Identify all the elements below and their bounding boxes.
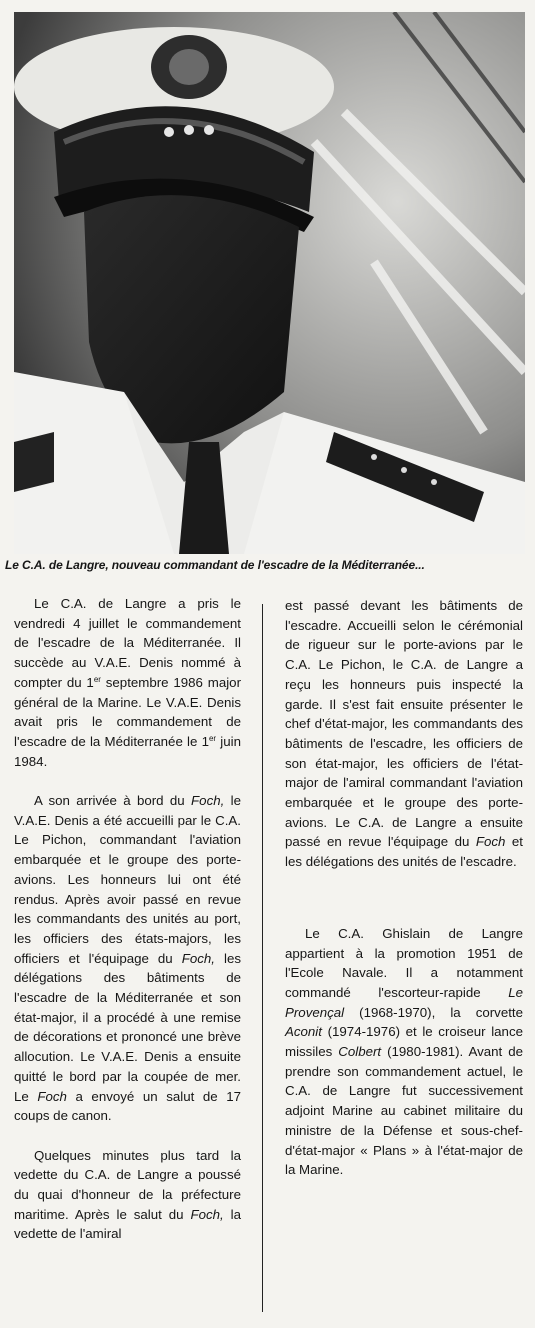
photo-illustration (14, 12, 525, 554)
paragraph-3: Quelques minutes plus tard la vedette du C.A. de Langre a poussé du quai d'honneur de la préfecture maritime. Après le salut du Foch, la vedette de l'amiral (14, 1147, 241, 1242)
paragraph-5: Le C.A. Ghislain de Langre appartient à la promotion 1951 de l'Ecole Navale. Il a notamment commandé l'escorteur-rapide Le Provençal (1968-1970), la corvette Aconit (1974-1976) et le croiseur lance missiles Colbert (1980-1981). Avant de prendre son commandement actuel, le C.A. de Langre fut successivement adjoint Marine au cabinet militaire du ministre de la Défense et sous-chef-d'état-major « Plans » à l'état-major de la Marine. (285, 925, 523, 1178)
article-left-column (14, 594, 241, 1244)
paragraph-1: Le C.A. de Langre a pris le vendredi 4 juillet le commandement de l'escadre de la Méditerranée. Il succède au V.A.E. Denis nommé à compter du 1er septembre 1986 major général de la Marine. Le V.A.E. Denis avait pris le commandement de l'escadre de la Méditerranée le 1er juin 1984. (14, 596, 241, 769)
paragraph-4: est passé devant les bâtiments de l'escadre. Accueilli selon le cérémonial de rigueur sur le porte-avions par le C.A. Le Pichon, le C.A. de Langre a reçu les honneurs puis inspecté la garde. Il s'est fait ensuite présenter le chef d'état-major, les commandants des bâtiments de l'escadre, les officiers de son état-major, les officiers de l'état-major de l'amiral commandant l'aviation embarquée et le groupe des porte-avions. Le C.A. de Langre a ensuite passé en revue l'équipage du Foch et les délégations des unités de l'escadre. (285, 598, 523, 870)
paragraph-2: A son arrivée à bord du Foch, le V.A.E. Denis a été accueilli par le C.A. Le Pichon, commandant l'aviation embarquée et le groupe des porte-avions. Les honneurs lui ont été rendus. Après avoir passé en revue les commandants des unités au port, les officiers des états-majors, les officiers et l'équipage du Foch, les délégations des bâtiments de l'escadre de la Méditerranée et son état-major, il a procédé à une remise de décorations et prononcé une brève allocution. Le V.A.E. Denis a ensuite quitté le bord par la coupée de mer. Le Foch a envoyé un salut de 17 coups de canon. (14, 793, 241, 1124)
column-divider (262, 604, 263, 1312)
photo-caption: Le C.A. de Langre, nouveau commandant de l'escadre de la Méditerranée... (5, 558, 425, 572)
officer-portrait-photo (14, 12, 525, 554)
article-right-column (285, 596, 523, 1180)
